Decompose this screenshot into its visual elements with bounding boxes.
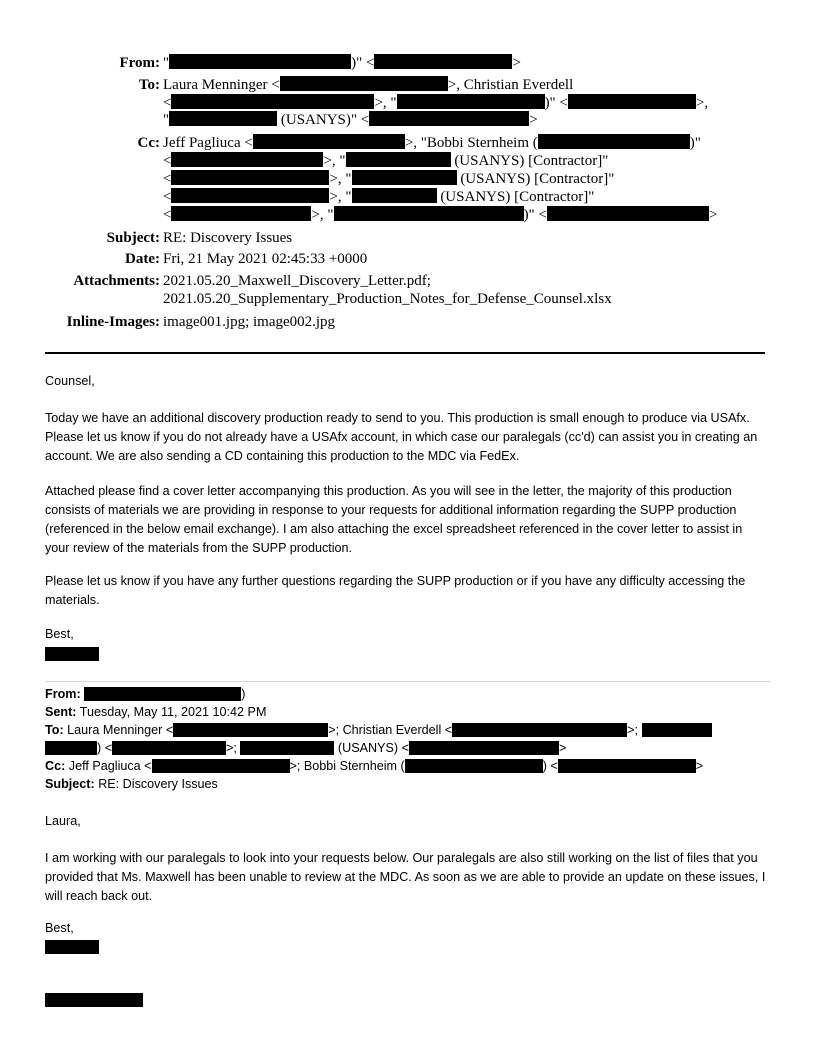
cc-contractor-3: (USANYS) [Contractor]": [440, 189, 595, 205]
redaction: [169, 111, 277, 126]
header-cc-row-4: < >, " (USANYS) [Contractor]": [163, 189, 595, 205]
email1-greeting: Counsel,: [45, 374, 95, 388]
redaction: [374, 54, 512, 69]
redaction: [171, 206, 311, 221]
redaction: [334, 206, 524, 221]
header-inline-images-row: [0, 313, 816, 331]
to-name-2: >, Christian Everdell: [447, 77, 574, 93]
header-cc-row: Cc: Jeff Pagliuca < >, "Bobbi Sternheim ( )": [137, 135, 701, 151]
header-attachments-row: [0, 272, 816, 290]
header-to-row-2: < >, " )" < >,: [163, 95, 709, 111]
cc-name-2: >, "Bobbi Sternheim (: [404, 135, 538, 151]
redaction: [538, 134, 690, 149]
redaction: [152, 759, 290, 773]
header-from-row: From: " )" < >: [119, 55, 521, 71]
redaction: [397, 94, 545, 109]
email2-usanys: (USANYS) <: [337, 741, 409, 755]
email2-to-1: Laura Menninger <: [67, 723, 174, 737]
signature-redaction: [45, 647, 99, 661]
redaction: [173, 723, 328, 737]
email2-paragraph-1: I am working with our paralegals to look into your requests below. Our paralegals are also still working on the list of files that you provided that Ms. Maxwell has been unable to review at the MDC. As soon as we are able to provide an update on these issues, I will reach back out.: [45, 851, 766, 903]
email1-closing: Best,: [45, 627, 74, 641]
header-cc-row-5: < >, " )" < >: [163, 207, 718, 223]
header-subject-row: [0, 229, 816, 247]
to-label: To:: [138, 77, 160, 93]
header-cc-row-2: < >, " (USANYS) [Contractor]": [163, 153, 609, 169]
email2-to-label: To:: [45, 723, 64, 737]
redaction: [171, 170, 329, 185]
email2-cc-line: Cc: Jeff Pagliuca < >; Bobbi Sternheim ( ) < >: [45, 759, 704, 773]
date-value: Fri, 21 May 2021 02:45:33 +0000: [163, 251, 368, 267]
email2-cc-2: >; Bobbi Sternheim (: [289, 759, 405, 773]
email2-closing: Best,: [45, 921, 74, 935]
attachment-2: 2021.05.20_Supplementary_Production_Notes_for_Defense_Counsel.xlsx: [163, 291, 612, 307]
email2-from-label: From:: [45, 687, 81, 701]
redaction: [171, 94, 374, 109]
redaction: [642, 723, 712, 737]
redaction: [253, 134, 405, 149]
subject-label: Subject:: [106, 230, 160, 246]
redaction: [171, 152, 323, 167]
redaction: [240, 741, 334, 755]
email2-from-line: From: ): [45, 687, 246, 701]
header-to-row-3: " (USANYS)" < >: [163, 112, 538, 128]
email2-subject-label: Subject:: [45, 777, 95, 791]
to-name-1: Laura Menninger <: [163, 77, 280, 93]
redaction: [409, 741, 559, 755]
redaction: [280, 76, 448, 91]
redaction: [84, 687, 241, 701]
email2-to-line: To: Laura Menninger < >; Christian Everdell < >;: [45, 721, 769, 740]
redaction: [547, 206, 709, 221]
cc-contractor-1: (USANYS) [Contractor]": [454, 153, 609, 169]
email2-greeting: Laura,: [45, 814, 81, 828]
header-date-row: [0, 250, 816, 268]
email2-sent-value: Tuesday, May 11, 2021 10:42 PM: [79, 705, 267, 719]
header-attachments-row-2: [0, 290, 816, 308]
email-separator: [45, 681, 771, 682]
to-usanys: (USANYS)" <: [280, 112, 370, 128]
redaction: [352, 188, 437, 203]
redaction: [169, 54, 351, 69]
email2-cc-label: Cc:: [45, 759, 66, 773]
redaction: [352, 170, 457, 185]
subject-value: RE: Discovery Issues: [163, 230, 293, 246]
redaction: [452, 723, 627, 737]
inline-images-label: Inline-Images:: [66, 314, 160, 330]
cc-contractor-2: (USANYS) [Contractor]": [460, 171, 615, 187]
cc-name-1: Jeff Pagliuca <: [163, 135, 253, 151]
email2-cc-1: Jeff Pagliuca <: [68, 759, 152, 773]
signature-redaction: [45, 940, 99, 954]
email2-subject-line: [45, 775, 769, 794]
email2-to-line-2: ) < >; (USANYS) < >: [45, 739, 769, 758]
header-divider: [45, 352, 765, 354]
date-label: Date:: [125, 251, 160, 267]
redaction: [558, 759, 696, 773]
email1-paragraph-2: Attached please find a cover letter accompanying this production. As you will see in the letter, the majority of this production consists of materials we are providing in response to your requests for additional information regarding the SUPP production (referenced in the below email exchange). I am also attaching the excel spreadsheet referenced in the cover letter to assist in your review of the materials from the SUPP production.: [45, 484, 743, 555]
email1-paragraph-3: Please let us know if you have any further questions regarding the SUPP production or if you have any difficulty accessing the materials.: [45, 574, 746, 607]
attachments-label: Attachments:: [73, 273, 160, 289]
redaction: [45, 741, 97, 755]
email2-to-2: >; Christian Everdell <: [328, 723, 453, 737]
signature-block-redaction: [45, 993, 143, 1007]
email2-sent-line: [45, 703, 769, 722]
redaction: [568, 94, 696, 109]
header-cc-row-3: < >, " (USANYS) [Contractor]": [163, 171, 615, 187]
redaction: [346, 152, 451, 167]
from-label: From:: [119, 55, 160, 71]
email1-paragraph-1: Today we have an additional discovery production ready to send to you. This production is small enough to produce via USAfx. Please let us know if you do not already have a USAfx account, in which case our paralegals (cc'd) can assist you in creating an account. We are also sending a CD containing this production to the MDC via FedEx.: [45, 411, 758, 463]
redaction: [112, 741, 226, 755]
inline-images-value: image001.jpg; image002.jpg: [163, 314, 336, 330]
cc-label: Cc:: [137, 135, 160, 151]
redaction: [405, 759, 543, 773]
email2-sent-label: Sent:: [45, 705, 77, 719]
email2-subject-value: RE: Discovery Issues: [98, 777, 218, 791]
header-to-row: [0, 76, 816, 94]
redaction: [171, 188, 329, 203]
attachment-1: 2021.05.20_Maxwell_Discovery_Letter.pdf;: [163, 273, 431, 289]
redaction: [369, 111, 529, 126]
